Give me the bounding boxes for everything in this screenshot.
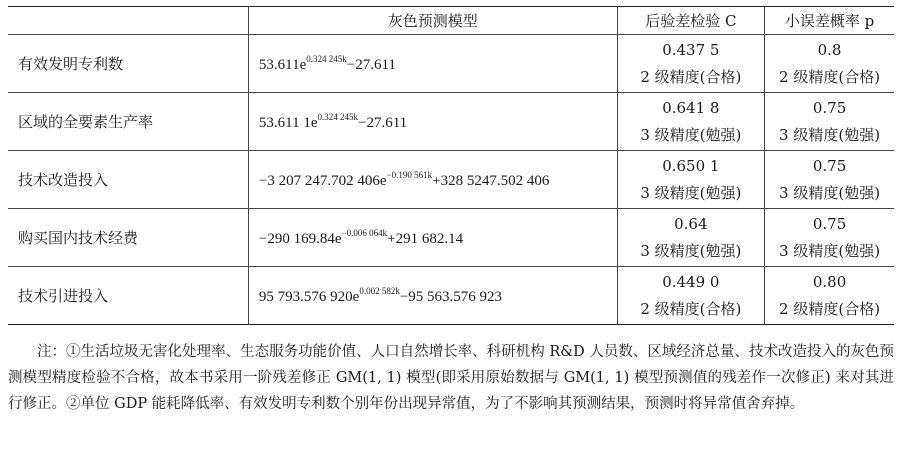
formula-constant: +291 682.14 [387, 230, 464, 247]
table-row [8, 267, 894, 325]
c-grade: 3 级精度(勉强) [640, 241, 742, 260]
model-formula [248, 93, 617, 151]
header-posterior-c: 后验差检验 C [617, 7, 765, 35]
table-row [8, 151, 894, 209]
formula-exponent: 0.002 582k [359, 285, 400, 296]
p-value: 0.75 [812, 214, 847, 233]
table-footnote: 注：①生活垃圾无害化处理率、生态服务功能价值、人口自然增长率、科研机构 R&D 人员数、区域经济总量、技术改造投入的灰色预测模型精度检验不合格，故本书采用一阶残差修正 GM(1, 1) 模型(即采用原始数据与 GM(1, 1) 模型预测值的残差作一次修正) 来对其进行修正。②单位 GDP 能耗降低率、有效发明专利数个别年份出现异常值，为了不影响其预测结果，预测时将异常值舍弃掉。 [8, 344, 894, 412]
indicator-name: 区域的全要素生产率 [8, 93, 248, 151]
indicator-name: 技术引进投入 [8, 267, 248, 325]
formula-coefficient: 53.611 1e [258, 114, 318, 131]
c-value: 0.437 5 [662, 40, 720, 59]
header-indicator [8, 7, 248, 35]
table-header-row [8, 7, 894, 35]
formula-coefficient: 53.611e [258, 56, 307, 73]
c-value: 0.449 0 [662, 272, 720, 291]
posterior-c-cell [617, 151, 765, 209]
p-grade: 2 级精度(合格) [779, 67, 881, 86]
p-grade: 3 级精度(勉强) [779, 125, 881, 144]
formula-exponent: −0.190 561k [386, 169, 433, 180]
formula-exponent: −0.006 064k [341, 227, 388, 238]
p-grade: 3 级精度(勉强) [779, 183, 881, 202]
small-error-p-cell [765, 209, 894, 267]
table-row [8, 93, 894, 151]
small-error-p-cell [765, 151, 894, 209]
formula-constant: −95 563.576 923 [399, 288, 503, 305]
indicator-name: 技术改造投入 [8, 151, 248, 209]
model-formula [248, 35, 617, 93]
formula-constant: −27.611 [346, 56, 396, 73]
table-row [8, 209, 894, 267]
small-error-p-cell [765, 93, 894, 151]
c-value: 0.64 [674, 214, 708, 233]
p-value: 0.75 [812, 156, 847, 175]
indicator-name: 有效发明专利数 [8, 35, 248, 93]
p-value: 0.80 [812, 272, 847, 291]
c-grade: 3 级精度(勉强) [640, 125, 742, 144]
formula-constant: +328 5247.502 406 [432, 172, 550, 189]
indicator-name: 购买国内技术经费 [8, 209, 248, 267]
p-grade: 2 级精度(合格) [779, 299, 881, 318]
model-formula [248, 151, 617, 209]
p-grade: 3 级精度(勉强) [779, 241, 881, 260]
c-grade: 2 级精度(合格) [640, 67, 742, 86]
formula-coefficient: −290 169.84e [258, 230, 342, 247]
posterior-c-cell [617, 267, 765, 325]
c-value: 0.650 1 [662, 156, 720, 175]
formula-constant: −27.611 [358, 114, 408, 131]
grey-prediction-table [8, 6, 894, 325]
formula-coefficient: −3 207 247.702 406e [258, 172, 387, 189]
small-error-p-cell [765, 267, 894, 325]
p-value: 0.8 [817, 40, 842, 59]
model-formula [248, 267, 617, 325]
p-value: 0.75 [812, 98, 847, 117]
table-row [8, 35, 894, 93]
formula-exponent: 0.324 245k [317, 111, 359, 122]
posterior-c-cell [617, 93, 765, 151]
formula-exponent: 0.324 245k [306, 53, 347, 64]
posterior-c-cell [617, 209, 765, 267]
posterior-c-cell [617, 35, 765, 93]
c-value: 0.641 8 [662, 98, 720, 117]
header-small-error-p: 小误差概率 p [765, 7, 894, 35]
header-grey-model: 灰色预测模型 [248, 7, 617, 35]
c-grade: 3 级精度(勉强) [640, 183, 742, 202]
model-formula [248, 209, 617, 267]
formula-coefficient: 95 793.576 920e [258, 288, 360, 305]
small-error-p-cell [765, 35, 894, 93]
c-grade: 2 级精度(合格) [640, 299, 742, 318]
